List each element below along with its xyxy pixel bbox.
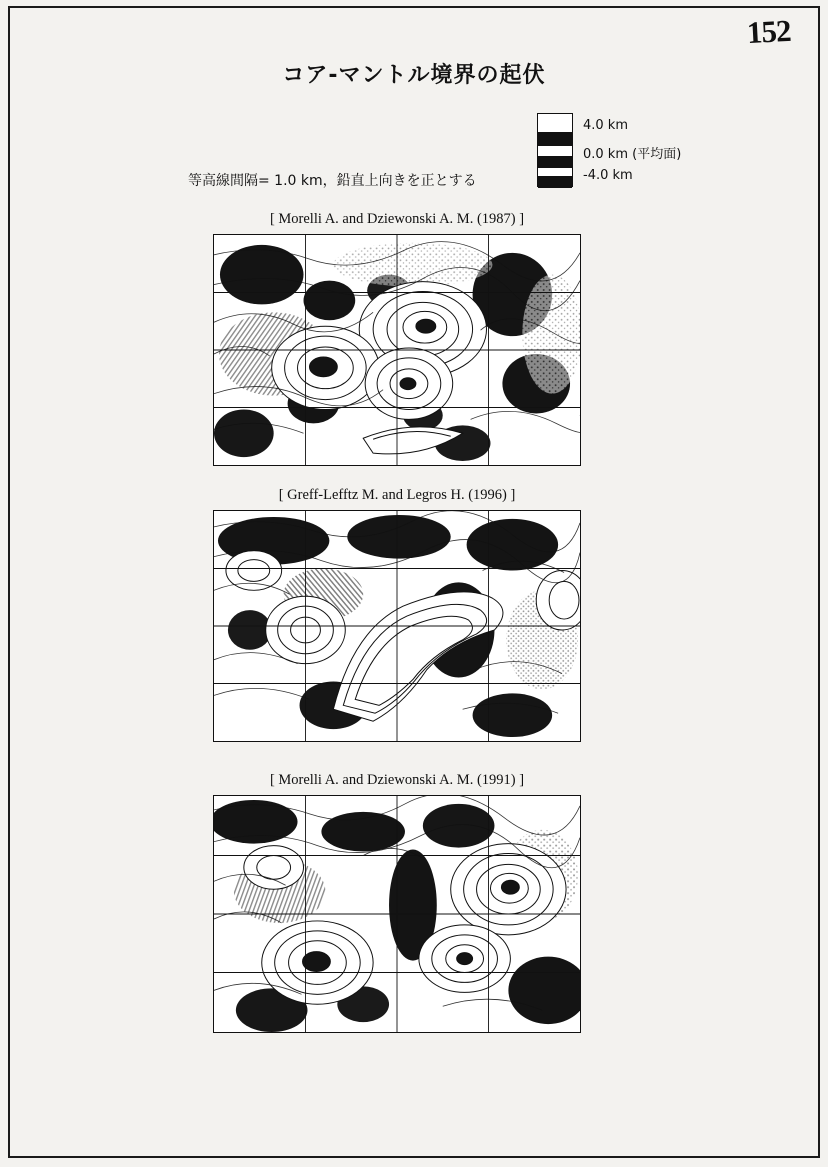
legend-label-bottom: -4.0 km bbox=[583, 168, 633, 183]
legend-segment bbox=[538, 132, 572, 146]
map-panel-3 bbox=[213, 772, 581, 1033]
legend-label-top: 4.0 km bbox=[583, 118, 628, 133]
map-panel-3-figure bbox=[213, 795, 581, 1033]
map-panel-1-figure bbox=[213, 234, 581, 466]
page-title: コア-マントル境界の起伏 bbox=[282, 63, 546, 88]
map-panel-3-caption: [ Morelli A. and Dziewonski A. M. (1991) ] bbox=[269, 772, 525, 788]
legend bbox=[537, 113, 737, 193]
legend-segment bbox=[538, 168, 572, 176]
cmb-topography-map-1 bbox=[214, 235, 580, 465]
map-panel-2-figure bbox=[213, 510, 581, 742]
map-panel-1-caption: [ Morelli A. and Dziewonski A. M. (1987) ] bbox=[269, 211, 525, 227]
cmb-topography-map-3 bbox=[214, 796, 580, 1032]
cmb-topography-map-2 bbox=[214, 511, 580, 741]
legend-colorbar bbox=[537, 113, 573, 187]
map-panel-2 bbox=[213, 487, 581, 742]
page-number: 152 bbox=[745, 12, 791, 51]
legend-segment bbox=[538, 156, 572, 168]
legend-label-mid: 0.0 km (平均面) bbox=[583, 147, 682, 162]
legend-segment-low bbox=[538, 176, 572, 188]
legend-segment-high bbox=[538, 114, 572, 132]
legend-segment bbox=[538, 146, 572, 156]
map-panel-2-caption: [ Greff-Lefftz M. and Legros H. (1996) ] bbox=[278, 487, 516, 503]
contour-interval-note: 等高線間隔= 1.0 km，鉛直上向きを正とする bbox=[188, 173, 477, 189]
map-panel-1 bbox=[213, 211, 581, 466]
